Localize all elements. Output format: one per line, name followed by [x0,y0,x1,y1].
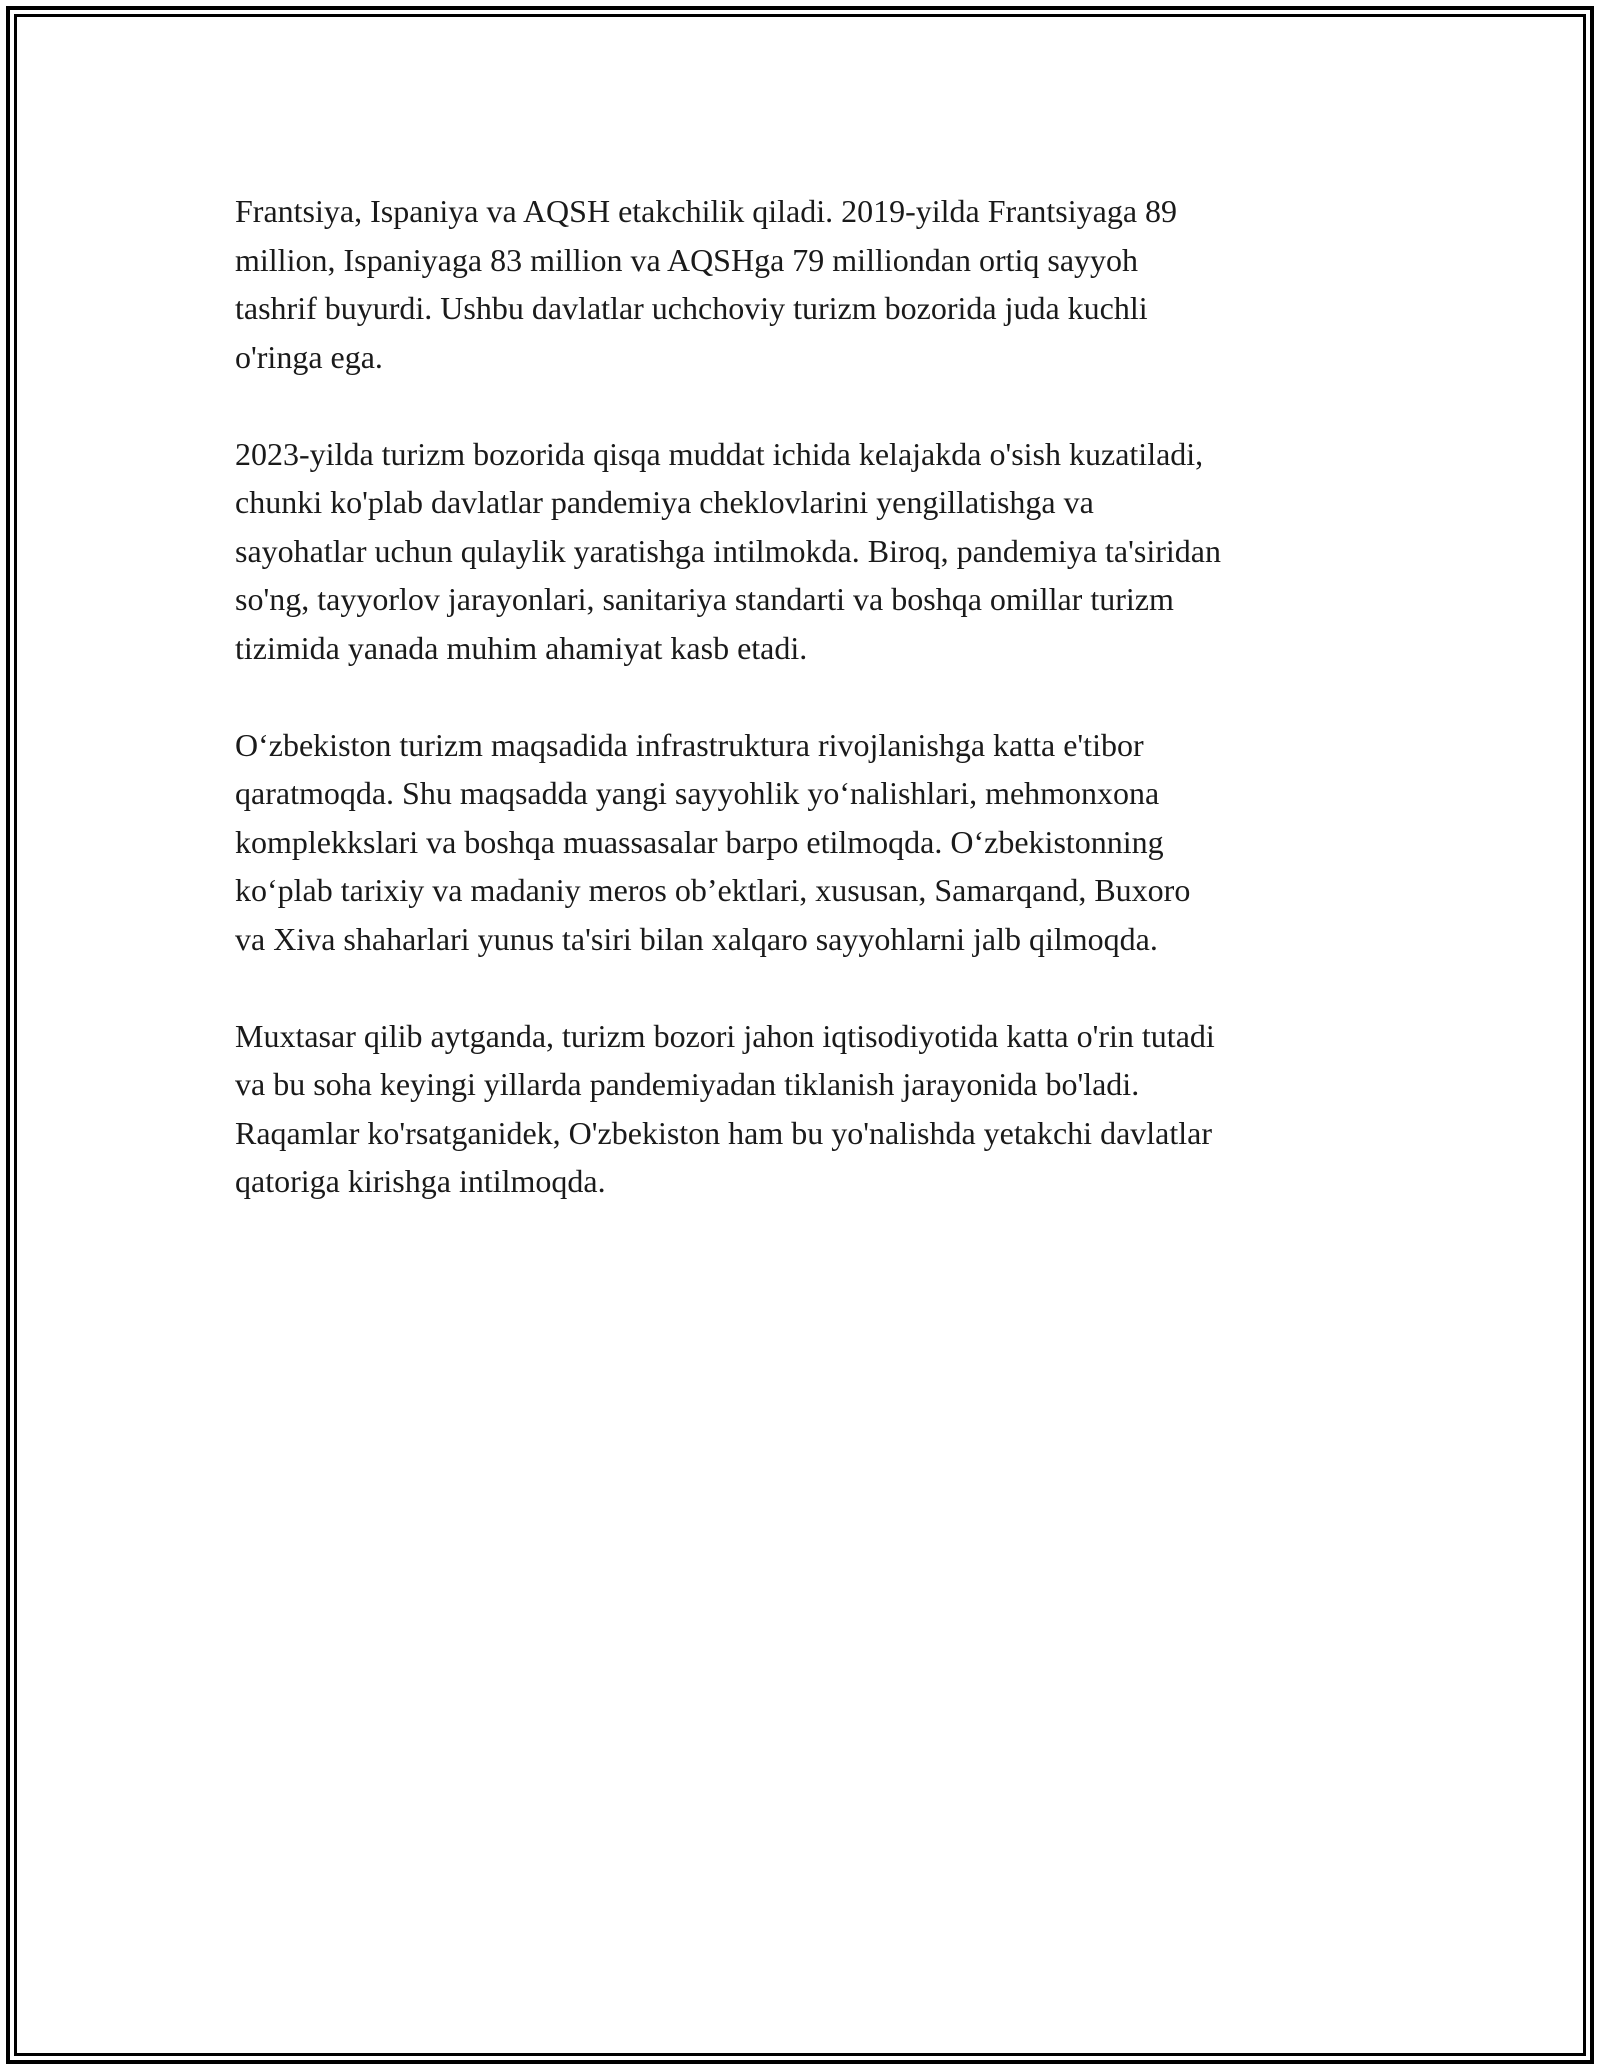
paragraph-4: Muxtasar qilib aytganda, turizm bozori jahon iqtisodiyotida katta o'rin tutadi va bu soha keyingi yillarda pandemiyadan tiklanish jarayonida bo'ladi. Raqamlar ko'rsatganidek, O'zbekiston ham bu yo'nalishda yetakchi davlatlar qatoriga kirishga intilmoqda. [235,1017,1215,1199]
paragraph-1: Frantsiya, Ispaniya va AQSH etakchilik qiladi. 2019-yilda Frantsiyaga 89 million, Ispaniyaga 83 million va AQSHga 79 milliondan ortiq sayyoh tashrif buyurdi. Ushbu davlatlar uchchoviy turizm bozorida juda kuchli o'ringa ega. [235,193,1178,375]
paragraph-2: 2023-yilda turizm bozorida qisqa muddat ichida kelajakda o'sish kuzatiladi, chunki ko'plab davlatlar pandemiya cheklovlarini yengillatishga va sayohatlar uchun qulaylik yaratishga intilmokda. Biroq, pandemiya ta'siridan so'ng, tayyorlov jarayonlari, sanitariya standarti va boshqa omillar turizm tizimida yanada muhim ahamiyat kasb etadi. [235,435,1221,666]
document-body [235,187,1375,1254]
paragraph-3: O‘zbekiston turizm maqsadida infrastruktura rivojlanishga katta e'tibor qaratmoqda. Shu maqsadda yangi sayyohlik yo‘nalishlari, mehmonxona komplekkslari va boshqa muassasalar barpo etilmoqda. O‘zbekistonning ko‘plab tarixiy va madaniy meros ob’ektlari, xususan, Samarqand, Buxoro va Xiva shaharlari yunus ta'siri bilan xalqaro sayyohlarni jalb qilmoqda. [235,726,1191,957]
